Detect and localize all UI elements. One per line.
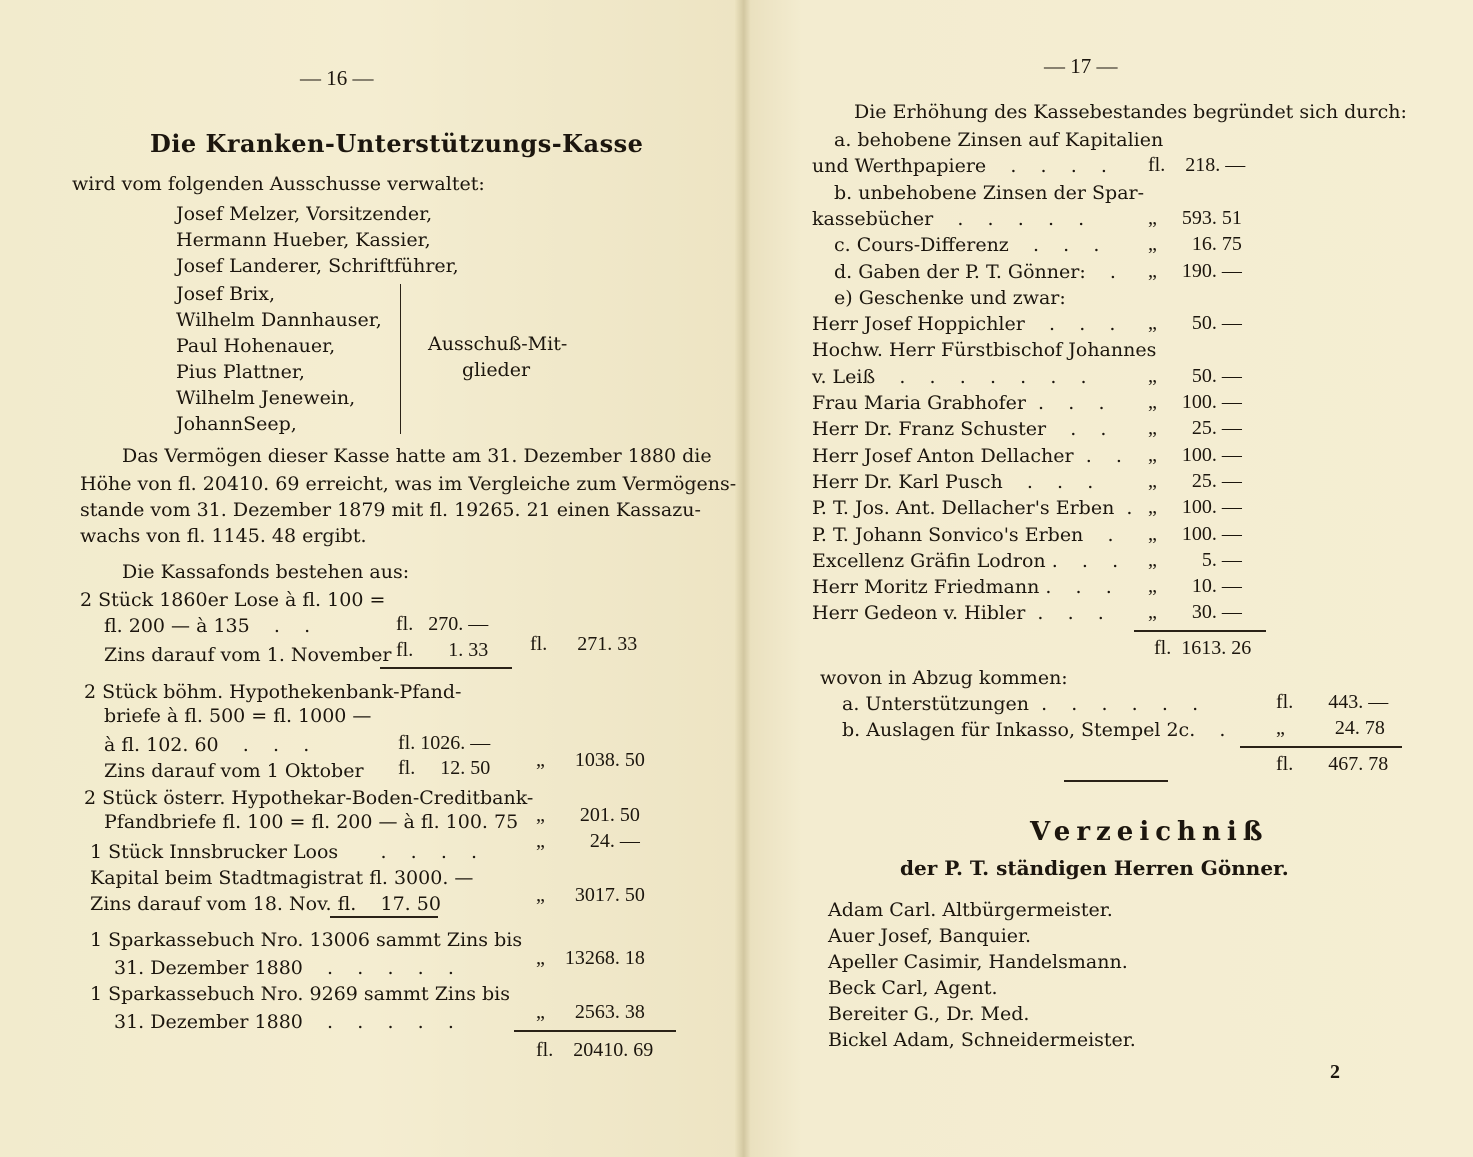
income-item-amount: „ 100. —: [1148, 391, 1242, 413]
fund-line: Pfandbriefe fl. 100 = fl. 200 — à fl. 100. 75: [104, 811, 519, 833]
member-line: JohannSeep,: [176, 413, 297, 435]
income-item-label: Herr Josef Hoppichler . . .: [812, 313, 1116, 336]
total-rule: [514, 1030, 676, 1032]
fund-line: 1 Stück Innsbrucker Loos . . . .: [90, 841, 478, 863]
total-rule: [1240, 746, 1402, 748]
paragraph-line: stande vom 31. Dezember 1879 mit fl. 19265. 21 einen Kassazu-: [80, 499, 701, 521]
income-item-label: b. unbehobene Zinsen der Spar-: [834, 181, 1145, 204]
income-item-amount: „ 50. —: [1148, 312, 1242, 335]
patron-line: Beck Carl, Agent.: [828, 977, 998, 999]
members-label: glieder: [462, 359, 531, 381]
increase-intro: Die Erhöhung des Kassebestandes begründet sich durch:: [854, 101, 1407, 123]
fund-amount: „ 24. —: [536, 830, 640, 852]
fund-subamount: fl. 12. 50: [398, 757, 491, 779]
section-divider: [1064, 780, 1168, 782]
subtotal-rule: [380, 667, 512, 669]
income-item-label: d. Gaben der P. T. Gönner: .: [834, 260, 1116, 283]
member-brace: [396, 284, 401, 434]
page-number-left: — 16 —: [300, 66, 374, 90]
fund-subamount: fl. 1026. —: [398, 732, 491, 754]
deduction-line: a. Unterstützungen . . . . . .: [842, 693, 1199, 715]
income-item-amount: „ 25. —: [1148, 469, 1242, 492]
income-item-label: Herr Dr. Karl Pusch . . .: [812, 470, 1094, 493]
patron-line: Apeller Casimir, Handelsmann.: [828, 951, 1128, 973]
income-item-amount: fl. 218. —: [1148, 154, 1246, 177]
patrons-heading: Verzeichniß: [1030, 817, 1269, 847]
deduct-total: fl. 467. 78: [1276, 753, 1389, 775]
income-item-label: Herr Gedeon v. Hibler . . .: [812, 602, 1104, 625]
officer-line: Hermann Hueber, Kassier,: [176, 229, 431, 251]
income-item-label: a. behobene Zinsen auf Kapitalien: [834, 129, 1164, 151]
fund-amount: „ 1038. 50: [536, 749, 645, 771]
income-item-label: Herr Moritz Friedmann . . .: [812, 576, 1112, 599]
member-line: Paul Hohenauer,: [176, 335, 336, 357]
patron-line: Bickel Adam, Schneidermeister.: [828, 1029, 1136, 1051]
members-label: Ausschuß-Mit-: [428, 333, 568, 355]
page-number-right: — 17 —: [1044, 54, 1118, 78]
paragraph-line: Das Vermögen dieser Kasse hatte am 31. Dezember 1880 die: [122, 445, 712, 467]
income-item-label: Hochw. Herr Fürstbischof Johannes: [812, 339, 1157, 362]
income-item-amount: „ 593. 51: [1148, 206, 1242, 229]
income-item-label: c. Cours-Differenz . . .: [834, 234, 1100, 257]
income-item-amount: „ 25. —: [1148, 417, 1242, 440]
income-item-label: und Werthpapiere . . . .: [812, 155, 1107, 178]
paragraph-line: wachs von fl. 1145. 48 ergibt.: [80, 525, 367, 547]
fund-line: fl. 200 — à 135 . .: [104, 615, 311, 637]
deduction-line: b. Auslagen für Inkasso, Stempel 2c. .: [842, 719, 1226, 741]
fund-amount: fl. 271. 33: [530, 633, 638, 655]
income-item-label: v. Leiß . . . . . . .: [812, 365, 1087, 388]
fund-line: Kapital beim Stadtmagistrat fl. 3000. —: [90, 867, 474, 889]
fund-line: Zins darauf vom 18. Nov. fl. 17. 50: [90, 893, 441, 915]
fund-line: à fl. 102. 60 . . .: [104, 734, 310, 756]
income-item-amount: „ 10. —: [1148, 575, 1242, 598]
fund-line: 31. Dezember 1880 . . . . .: [114, 1011, 454, 1033]
member-line: Wilhelm Jenewein,: [176, 387, 356, 409]
income-item-label: P. T. Jos. Ant. Dellacher's Erben .: [812, 497, 1133, 520]
patron-line: Auer Josef, Banquier.: [828, 925, 1032, 947]
member-line: Josef Brix,: [176, 283, 275, 305]
fund-amount: „ 201. 50: [536, 804, 640, 826]
fund-line: 2 Stück österr. Hypothekar-Boden-Creditbank-: [84, 787, 534, 809]
fund-subamount: fl. 1. 33: [396, 639, 489, 661]
income-item-amount: „ 190. —: [1148, 259, 1242, 282]
patron-line: Bereiter G., Dr. Med.: [828, 1003, 1030, 1025]
fund-amount: „ 3017. 50: [536, 884, 645, 906]
income-item-label: P. T. Johann Sonvico's Erben .: [812, 523, 1114, 546]
deduction-amount: „ 24. 78: [1276, 717, 1385, 739]
income-item-label: kassebücher . . . . .: [812, 207, 1085, 230]
items-total: fl. 1613. 26: [1154, 637, 1252, 659]
fund-amount: „ 2563. 38: [536, 1001, 645, 1023]
fund-line: Zins darauf vom 1 Oktober: [104, 760, 364, 782]
member-line: Wilhelm Dannhauser,: [176, 309, 382, 331]
funds-intro: Die Kassafonds bestehen aus:: [122, 561, 410, 583]
income-item-amount: „ 30. —: [1148, 601, 1242, 624]
deduction-amount: fl. 443. —: [1276, 691, 1389, 713]
fund-line: 1 Sparkassebuch Nro. 9269 sammt Zins bis: [90, 983, 510, 1005]
income-item-amount: „ 100. —: [1148, 496, 1242, 519]
fund-line: 31. Dezember 1880 . . . . .: [114, 957, 454, 979]
income-item-label: Excellenz Gräfin Lodron . . .: [812, 549, 1119, 572]
officer-line: Josef Landerer, Schriftführer,: [176, 255, 459, 277]
income-item-amount: „ 16. 75: [1148, 233, 1242, 256]
income-item-amount: „ 5. —: [1148, 548, 1242, 571]
deduct-intro: wovon in Abzug kommen:: [820, 667, 1068, 689]
income-item-label: e) Geschenke und zwar:: [834, 286, 1066, 309]
fund-line: 1 Sparkassebuch Nro. 13006 sammt Zins bis: [90, 929, 523, 951]
funds-total: fl. 20410. 69: [536, 1039, 654, 1061]
income-item-label: Herr Dr. Franz Schuster . .: [812, 418, 1107, 441]
income-item-label: Frau Maria Grabhofer . . .: [812, 392, 1105, 414]
signature-mark: 2: [1330, 1061, 1340, 1083]
income-item-label: Herr Josef Anton Dellacher . .: [812, 444, 1122, 467]
committee-intro: wird vom folgenden Ausschusse verwaltet:: [72, 173, 485, 195]
member-line: Pius Plattner,: [176, 361, 305, 383]
income-item-amount: „ 100. —: [1148, 522, 1242, 545]
patrons-subheading: der P. T. ständigen Herren Gönner.: [900, 856, 1289, 880]
fund-amount: „ 13268. 18: [536, 947, 645, 969]
paragraph-line: Höhe von fl. 20410. 69 erreicht, was im Vergleiche zum Vermögens-: [80, 473, 737, 495]
income-item-amount: „ 100. —: [1148, 443, 1242, 466]
fund-line: briefe à fl. 500 = fl. 1000 —: [104, 705, 372, 727]
subtotal-rule: [1134, 630, 1266, 632]
book-gutter: [735, 0, 751, 1157]
subtotal-rule: [330, 916, 438, 918]
patron-line: Adam Carl. Altbürgermeister.: [828, 899, 1113, 921]
income-item-amount: „ 50. —: [1148, 364, 1242, 387]
fund-line: 2 Stück 1860er Lose à fl. 100 =: [80, 589, 386, 611]
section-heading: Die Kranken-Unterstützungs-Kasse: [150, 129, 644, 158]
fund-subamount: fl. 270. —: [396, 613, 489, 635]
officer-line: Josef Melzer, Vorsitzender,: [176, 203, 433, 225]
fund-line: 2 Stück böhm. Hypothekenbank-Pfand-: [84, 681, 462, 703]
fund-line: Zins darauf vom 1. November: [104, 644, 392, 666]
